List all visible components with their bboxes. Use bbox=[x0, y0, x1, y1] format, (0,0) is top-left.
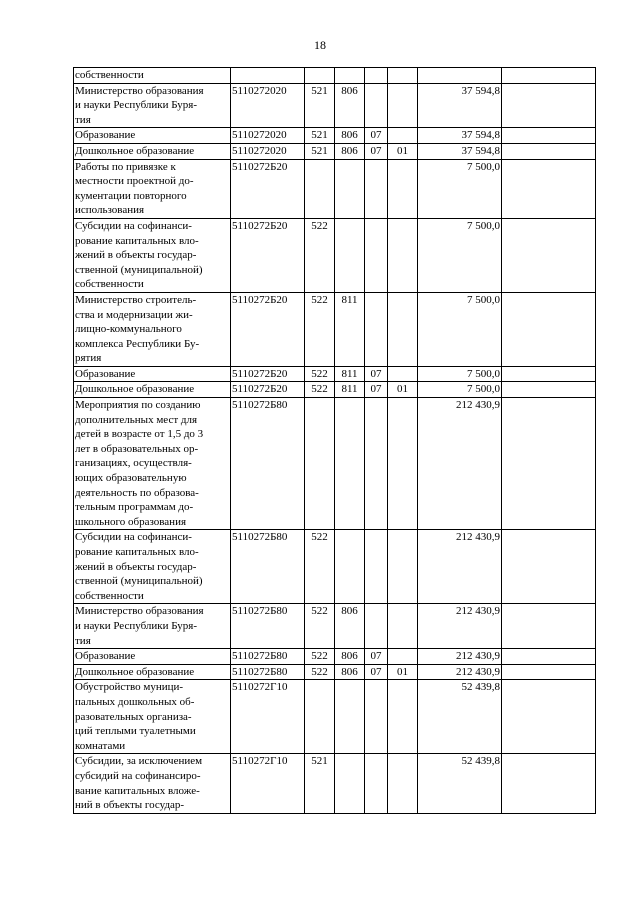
expense-type-code: 521 bbox=[305, 128, 335, 144]
amount: 7 500,0 bbox=[418, 218, 502, 292]
target-article-code: 5110272Б20 bbox=[231, 366, 305, 382]
item-name-line: пальных дошкольных об- bbox=[75, 695, 195, 708]
section-code bbox=[365, 604, 388, 649]
section-code: 07 bbox=[365, 128, 388, 144]
item-name-line: Министерство образования bbox=[75, 84, 204, 97]
expense-type-code: 521 bbox=[305, 754, 335, 813]
expense-type-code: 521 bbox=[305, 143, 335, 159]
section-code: 07 bbox=[365, 664, 388, 680]
amount: 212 430,9 bbox=[418, 398, 502, 530]
item-name bbox=[74, 530, 231, 604]
section-code bbox=[365, 83, 388, 128]
item-name bbox=[74, 83, 231, 128]
table-row bbox=[74, 382, 596, 398]
empty-cell bbox=[502, 292, 596, 366]
item-name-line: ющих образовательную bbox=[75, 472, 187, 485]
item-name-line: тельным программам до- bbox=[75, 501, 194, 514]
item-name-line: Мероприятия по созданию bbox=[75, 399, 201, 412]
section-code bbox=[365, 159, 388, 218]
amount: 7 500,0 bbox=[418, 292, 502, 366]
subsection-code bbox=[388, 649, 418, 665]
section-code bbox=[365, 218, 388, 292]
item-name bbox=[74, 680, 231, 754]
item-name-line: Дошкольное образование bbox=[75, 383, 195, 396]
item-name bbox=[74, 664, 231, 680]
amount bbox=[418, 68, 502, 84]
target-article-code: 5110272020 bbox=[231, 143, 305, 159]
target-article-code: 5110272Б80 bbox=[231, 649, 305, 665]
empty-cell bbox=[502, 754, 596, 813]
target-article-code: 5110272Б80 bbox=[231, 604, 305, 649]
empty-cell bbox=[502, 143, 596, 159]
item-name bbox=[74, 218, 231, 292]
target-article-code: 5110272Б20 bbox=[231, 159, 305, 218]
empty-cell bbox=[502, 159, 596, 218]
amount: 7 500,0 bbox=[418, 382, 502, 398]
ministry-code bbox=[335, 218, 365, 292]
item-name-line: ственной (муниципальной) bbox=[75, 575, 203, 588]
table-row bbox=[74, 530, 596, 604]
item-name-line: ний в объекты государ- bbox=[75, 799, 185, 812]
amount: 37 594,8 bbox=[418, 128, 502, 144]
amount: 212 430,9 bbox=[418, 664, 502, 680]
target-article-code bbox=[231, 68, 305, 84]
target-article-code: 5110272020 bbox=[231, 83, 305, 128]
ministry-code: 806 bbox=[335, 604, 365, 649]
expense-type-code: 522 bbox=[305, 604, 335, 649]
table-row bbox=[74, 754, 596, 813]
subsection-code: 01 bbox=[388, 143, 418, 159]
item-name-line: детей в возрасте от 1,5 до 3 bbox=[75, 428, 204, 441]
item-name bbox=[74, 292, 231, 366]
amount: 212 430,9 bbox=[418, 604, 502, 649]
expense-type-code: 522 bbox=[305, 649, 335, 665]
item-name-line: Работы по привязке к bbox=[75, 160, 176, 173]
item-name bbox=[74, 382, 231, 398]
expense-type-code bbox=[305, 680, 335, 754]
target-article-code: 5110272Б80 bbox=[231, 530, 305, 604]
ministry-code bbox=[335, 68, 365, 84]
ministry-code: 811 bbox=[335, 382, 365, 398]
empty-cell bbox=[502, 128, 596, 144]
subsection-code bbox=[388, 159, 418, 218]
amount: 37 594,8 bbox=[418, 83, 502, 128]
ministry-code: 811 bbox=[335, 366, 365, 382]
subsection-code bbox=[388, 83, 418, 128]
subsection-code bbox=[388, 680, 418, 754]
subsection-code bbox=[388, 292, 418, 366]
item-name-line: собственности bbox=[75, 589, 144, 602]
section-code bbox=[365, 398, 388, 530]
item-name-line: Образование bbox=[75, 367, 136, 380]
table-row bbox=[74, 366, 596, 382]
ministry-code bbox=[335, 680, 365, 754]
item-name-line: жений в объекты государ- bbox=[75, 560, 197, 573]
item-name bbox=[74, 68, 231, 84]
item-name-line: лищно-коммунального bbox=[75, 323, 182, 336]
subsection-code bbox=[388, 366, 418, 382]
budget-table bbox=[73, 67, 596, 814]
item-name-line: кументации повторного bbox=[75, 189, 187, 202]
item-name-line: ства и модернизации жи- bbox=[75, 308, 193, 321]
item-name-line: деятельность по образова- bbox=[75, 486, 199, 499]
subsection-code: 01 bbox=[388, 382, 418, 398]
item-name bbox=[74, 159, 231, 218]
item-name bbox=[74, 398, 231, 530]
page-number: 18 bbox=[314, 38, 326, 52]
item-name-line: рование капитальных вло- bbox=[75, 546, 199, 558]
amount: 212 430,9 bbox=[418, 530, 502, 604]
section-code bbox=[365, 68, 388, 84]
item-name-line: вание капитальных вложе- bbox=[75, 784, 200, 797]
item-name-line: школьного образования bbox=[75, 515, 187, 528]
target-article-code: 5110272Б80 bbox=[231, 664, 305, 680]
expense-type-code: 522 bbox=[305, 292, 335, 366]
amount: 52 439,8 bbox=[418, 680, 502, 754]
ministry-code: 806 bbox=[335, 649, 365, 665]
item-name-line: Субсидии, за исключением bbox=[75, 755, 203, 768]
item-name-line: Министерство образования bbox=[75, 605, 204, 618]
section-code bbox=[365, 292, 388, 366]
table-row bbox=[74, 83, 596, 128]
amount: 37 594,8 bbox=[418, 143, 502, 159]
expense-type-code bbox=[305, 68, 335, 84]
empty-cell bbox=[502, 382, 596, 398]
item-name-line: Субсидии на софинанси- bbox=[75, 531, 192, 544]
item-name bbox=[74, 649, 231, 665]
table-row bbox=[74, 398, 596, 530]
ministry-code bbox=[335, 754, 365, 813]
subsection-code bbox=[388, 604, 418, 649]
target-article-code: 5110272Г10 bbox=[231, 680, 305, 754]
expense-type-code bbox=[305, 398, 335, 530]
section-code: 07 bbox=[365, 382, 388, 398]
table-row bbox=[74, 218, 596, 292]
amount: 52 439,8 bbox=[418, 754, 502, 813]
item-name-line: Дошкольное образование bbox=[75, 144, 195, 157]
table-row bbox=[74, 128, 596, 144]
ministry-code: 811 bbox=[335, 292, 365, 366]
table-row bbox=[74, 292, 596, 366]
empty-cell bbox=[502, 83, 596, 128]
amount: 7 500,0 bbox=[418, 159, 502, 218]
target-article-code: 5110272Б20 bbox=[231, 218, 305, 292]
ministry-code bbox=[335, 530, 365, 604]
item-name-line: и науки Республики Буря- bbox=[75, 99, 198, 112]
expense-type-code bbox=[305, 159, 335, 218]
item-name bbox=[74, 143, 231, 159]
item-name bbox=[74, 754, 231, 813]
table-row bbox=[74, 159, 596, 218]
amount: 7 500,0 bbox=[418, 366, 502, 382]
item-name-line: ций теплыми туалетными bbox=[75, 725, 196, 738]
empty-cell bbox=[502, 680, 596, 754]
section-code: 07 bbox=[365, 649, 388, 665]
subsection-code bbox=[388, 754, 418, 813]
ministry-code: 806 bbox=[335, 143, 365, 159]
ministry-code: 806 bbox=[335, 664, 365, 680]
item-name-line: местности проектной до- bbox=[75, 175, 194, 188]
item-name-line: лет в образовательных ор- bbox=[75, 442, 199, 455]
subsection-code bbox=[388, 128, 418, 144]
expense-type-code: 521 bbox=[305, 83, 335, 128]
item-name-line: комнатами bbox=[75, 739, 126, 752]
item-name-line: и науки Республики Буря- bbox=[75, 619, 198, 632]
empty-cell bbox=[502, 68, 596, 84]
item-name-line: собственности bbox=[75, 69, 144, 81]
item-name bbox=[74, 366, 231, 382]
target-article-code: 5110272Б80 bbox=[231, 398, 305, 530]
table-row bbox=[74, 143, 596, 159]
subsection-code bbox=[388, 530, 418, 604]
item-name-line: Министерство строитель- bbox=[75, 293, 197, 306]
table-row bbox=[74, 649, 596, 665]
target-article-code: 5110272Б20 bbox=[231, 382, 305, 398]
target-article-code: 5110272Г10 bbox=[231, 754, 305, 813]
expense-type-code: 522 bbox=[305, 530, 335, 604]
table-row bbox=[74, 680, 596, 754]
item-name-line: ганизациях, осуществля- bbox=[75, 457, 192, 470]
item-name-line: разовательных организа- bbox=[75, 710, 192, 723]
target-article-code: 5110272020 bbox=[231, 128, 305, 144]
ministry-code: 806 bbox=[335, 83, 365, 128]
section-code: 07 bbox=[365, 143, 388, 159]
item-name-line: рятия bbox=[75, 352, 102, 365]
item-name-line: Образование bbox=[75, 129, 136, 142]
subsection-code bbox=[388, 398, 418, 530]
section-code bbox=[365, 680, 388, 754]
section-code bbox=[365, 530, 388, 604]
section-code bbox=[365, 754, 388, 813]
item-name-line: дополнительных мест для bbox=[75, 413, 198, 426]
expense-type-code: 522 bbox=[305, 664, 335, 680]
expense-type-code: 522 bbox=[305, 366, 335, 382]
item-name-line: использования bbox=[75, 204, 145, 217]
item-name-line: субсидий на софинансиро- bbox=[75, 769, 201, 782]
item-name bbox=[74, 604, 231, 649]
table-row bbox=[74, 68, 596, 84]
table-row bbox=[74, 664, 596, 680]
ministry-code bbox=[335, 159, 365, 218]
section-code: 07 bbox=[365, 366, 388, 382]
subsection-code: 01 bbox=[388, 664, 418, 680]
item-name-line: Субсидии на софинанси- bbox=[75, 219, 192, 232]
item-name-line: тия bbox=[75, 113, 91, 126]
item-name-line: Образование bbox=[75, 650, 136, 663]
expense-type-code: 522 bbox=[305, 382, 335, 398]
item-name-line: тия bbox=[75, 634, 91, 647]
ministry-code: 806 bbox=[335, 128, 365, 144]
item-name-line: комплекса Республики Бу- bbox=[75, 337, 200, 350]
empty-cell bbox=[502, 366, 596, 382]
item-name-line: жений в объекты государ- bbox=[75, 249, 197, 262]
table-body bbox=[74, 68, 596, 814]
empty-cell bbox=[502, 604, 596, 649]
empty-cell bbox=[502, 530, 596, 604]
item-name-line: ственной (муниципальной) bbox=[75, 263, 203, 276]
item-name-line: рование капитальных вло- bbox=[75, 234, 199, 247]
ministry-code bbox=[335, 398, 365, 530]
amount: 212 430,9 bbox=[418, 649, 502, 665]
empty-cell bbox=[502, 218, 596, 292]
item-name-line: собственности bbox=[75, 278, 144, 291]
empty-cell bbox=[502, 649, 596, 665]
target-article-code: 5110272Б20 bbox=[231, 292, 305, 366]
subsection-code bbox=[388, 68, 418, 84]
table-row bbox=[74, 604, 596, 649]
item-name bbox=[74, 128, 231, 144]
item-name-line: Дошкольное образование bbox=[75, 665, 195, 678]
empty-cell bbox=[502, 664, 596, 680]
item-name-line: Обустройство муници- bbox=[75, 681, 184, 694]
subsection-code bbox=[388, 218, 418, 292]
empty-cell bbox=[502, 398, 596, 530]
expense-type-code: 522 bbox=[305, 218, 335, 292]
